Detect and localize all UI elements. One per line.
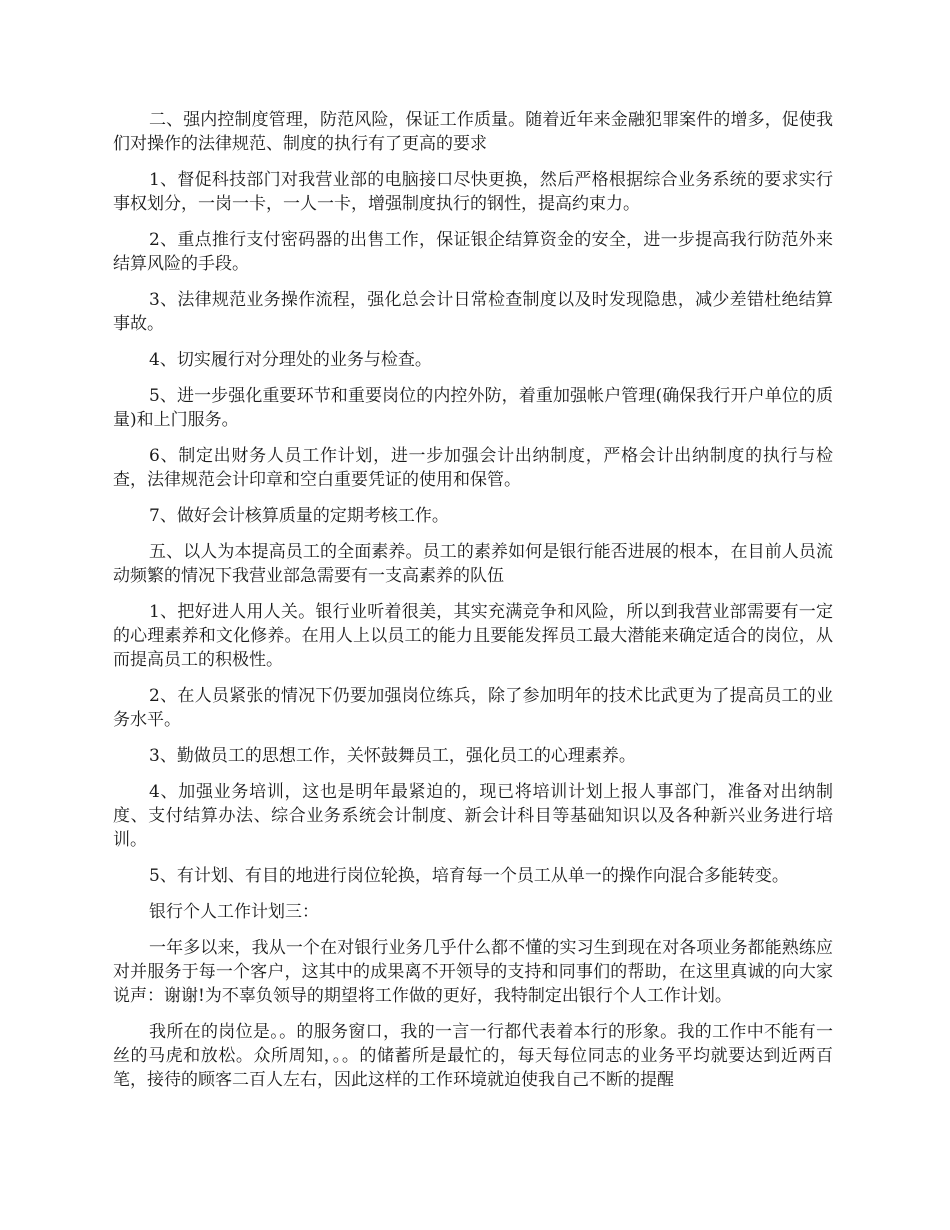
paragraph-item-6: 6、制定出财务人员工作计划，进一步加强会计出纳制度，严格会计出纳制度的执行与检查，法律规范会计印章和空白重要凭证的使用和保管。	[113, 446, 833, 490]
paragraph-section-five-heading: 五、以人为本提高员工的全面素养。员工的素养如何是银行能否进展的根本，在目前人员流动频繁的情况下我营业部急需要有一支高素养的队伍	[113, 542, 833, 586]
paragraph-section-two-heading: 二、强内控制度管理，防范风险，保证工作质量。随着近年来金融犯罪案件的增多，促使我们对操作的法律规范、制度的执行有了更高的要求	[113, 110, 833, 154]
paragraph-staff-item-4: 4、加强业务培训，这也是明年最紧迫的，现已将培训计划上报人事部门，准备对出纳制度、支付结算办法、综合业务系统会计制度、新会计科目等基础知识以及各种新兴业务进行培训。	[113, 782, 833, 850]
paragraph-item-3: 3、法律规范业务操作流程，强化总会计日常检查制度以及时发现隐患，减少差错杜绝结算事故。	[113, 290, 833, 334]
paragraph-plan-three-title: 银行个人工作计划三：	[149, 902, 319, 922]
paragraph-item-1: 1、督促科技部门对我营业部的电脑接口尽快更换，然后严格根据综合业务系统的要求实行事权划分，一岗一卡，一人一卡，增强制度执行的钢性，提高约束力。	[113, 170, 833, 214]
paragraph-staff-item-2: 2、在人员紧张的情况下仍要加强岗位练兵，除了参加明年的技术比武更为了提高员工的业务水平。	[113, 686, 833, 730]
paragraph-item-2: 2、重点推行支付密码器的出售工作，保证银企结算资金的安全，进一步提高我行防范外来结算风险的手段。	[113, 230, 833, 274]
paragraph-item-4: 4、切实履行对分理处的业务与检查。	[149, 350, 432, 370]
paragraph-staff-item-1: 1、把好进人用人关。银行业听着很美，其实充满竞争和风险，所以到我营业部需要有一定的心理素养和文化修养。在用人上以员工的能力且要能发挥员工最大潜能来确定适合的岗位，从而提高员工的积极性。	[113, 602, 833, 670]
paragraph-item-7: 7、做好会计核算质量的定期考核工作。	[149, 506, 449, 526]
paragraph-staff-item-5: 5、有计划、有目的地进行岗位轮换，培育每一个员工从单一的操作向混合多能转变。	[149, 866, 789, 886]
paragraph-plan-three-position: 我所在的岗位是。。的服务窗口，我的一言一行都代表着本行的形象。我的工作中不能有一丝的马虎和放松。众所周知，。。的储蓄所是最忙的，每天每位同志的业务平均就要达到近两百笔，接待的顾客二百人左右，因此这样的工作环境就迫使我自己不断的提醒	[113, 1022, 833, 1090]
paragraph-plan-three-intro: 一年多以来，我从一个在对银行业务几乎什么都不懂的实习生到现在对各项业务都能熟练应对并服务于每一个客户，这其中的成果离不开领导的支持和同事们的帮助，在这里真诚的向大家说声：谢谢!为不辜负领导的期望将工作做的更好，我特制定出银行个人工作计划。	[113, 938, 833, 1006]
paragraph-item-5: 5、进一步强化重要环节和重要岗位的内控外防，着重加强帐户管理(确保我行开户单位的质量)和上门服务。	[113, 386, 833, 430]
paragraph-staff-item-3: 3、勤做员工的思想工作，关怀鼓舞员工，强化员工的心理素养。	[149, 746, 636, 766]
document-body	[113, 108, 833, 1104]
